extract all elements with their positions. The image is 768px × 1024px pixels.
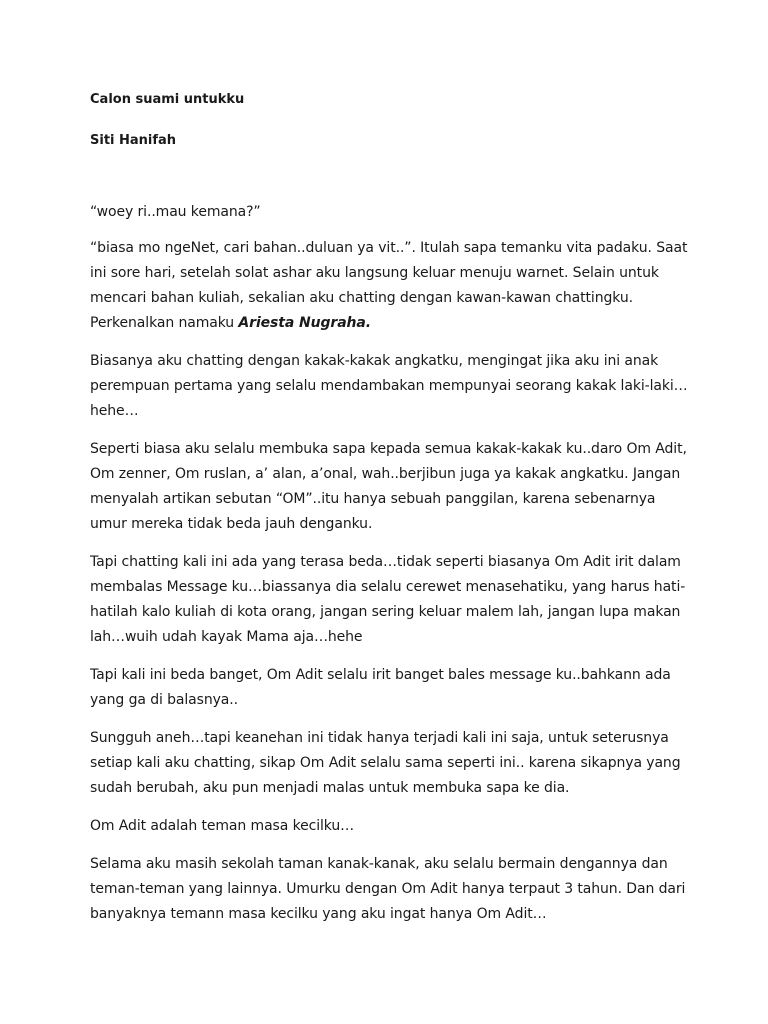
document-body — [90, 90, 690, 940]
paragraph-5: Tapi chatting kali ini ada yang terasa beda…tidak seperti biasanya Om Adit irit dalam membalas Message ku…biassanya dia selalu cerewet menasehatiku, yang harus hati-hatilah kalo kuliah di kota orang, jangan sering keluar malem lah, jangan lupa makan lah…wuih udah kayak Mama aja…hehe — [90, 554, 686, 645]
paragraph-2-text: “biasa mo ngeNet, cari bahan..duluan ya vit..”. Itulah sapa temanku vita padaku. Saat ini sore hari, setelah solat ashar aku langsung keluar menuju warnet. Selain untuk mencari bahan kuliah, sekalian aku chatting dengan kawan-kawan chattingku. Perkenalkan namaku — [90, 240, 688, 331]
paragraph-7: Sungguh aneh…tapi keanehan ini tidak hanya terjadi kali ini saja, untuk seterusnya setiap kali aku chatting, sikap Om Adit selalu sama seperti ini.. karena sikapnya yang sudah berubah, aku pun menjadi malas untuk membuka sapa ke dia. — [90, 730, 681, 796]
paragraph-1: “woey ri..mau kemana?” — [90, 204, 261, 220]
document-author: Siti Hanifah — [90, 133, 177, 148]
protagonist-name: Ariesta Nugraha. — [238, 315, 371, 331]
paragraph-2 — [90, 236, 690, 336]
document-title: Calon suami untukku — [90, 92, 245, 107]
paragraph-4: Seperti biasa aku selalu membuka sapa kepada semua kakak-kakak ku..daro Om Adit, Om zenner, Om ruslan, a’ alan, a’onal, wah..berjibun juga ya kakak angkatku. Jangan menyalah artikan sebutan “OM”..itu hanya sebuah panggilan, karena sebenarnya umur mereka tidak beda jauh denganku. — [90, 441, 687, 532]
paragraph-3: Biasanya aku chatting dengan kakak-kakak angkatku, mengingat jika aku ini anak perempuan pertama yang selalu mendambakan mempunyai seorang kakak laki-laki…hehe… — [90, 353, 688, 419]
paragraph-6: Tapi kali ini beda banget, Om Adit selalu irit banget bales message ku..bahkann ada yang ga di balasnya.. — [90, 667, 671, 708]
paragraph-8: Om Adit adalah teman masa kecilku… — [90, 818, 355, 834]
paragraph-9: Selama aku masih sekolah taman kanak-kanak, aku selalu bermain dengannya dan teman-teman yang lainnya. Umurku dengan Om Adit hanya terpaut 3 tahun. Dan dari banyaknya temann masa kecilku yang aku ingat hanya Om Adit… — [90, 856, 686, 922]
